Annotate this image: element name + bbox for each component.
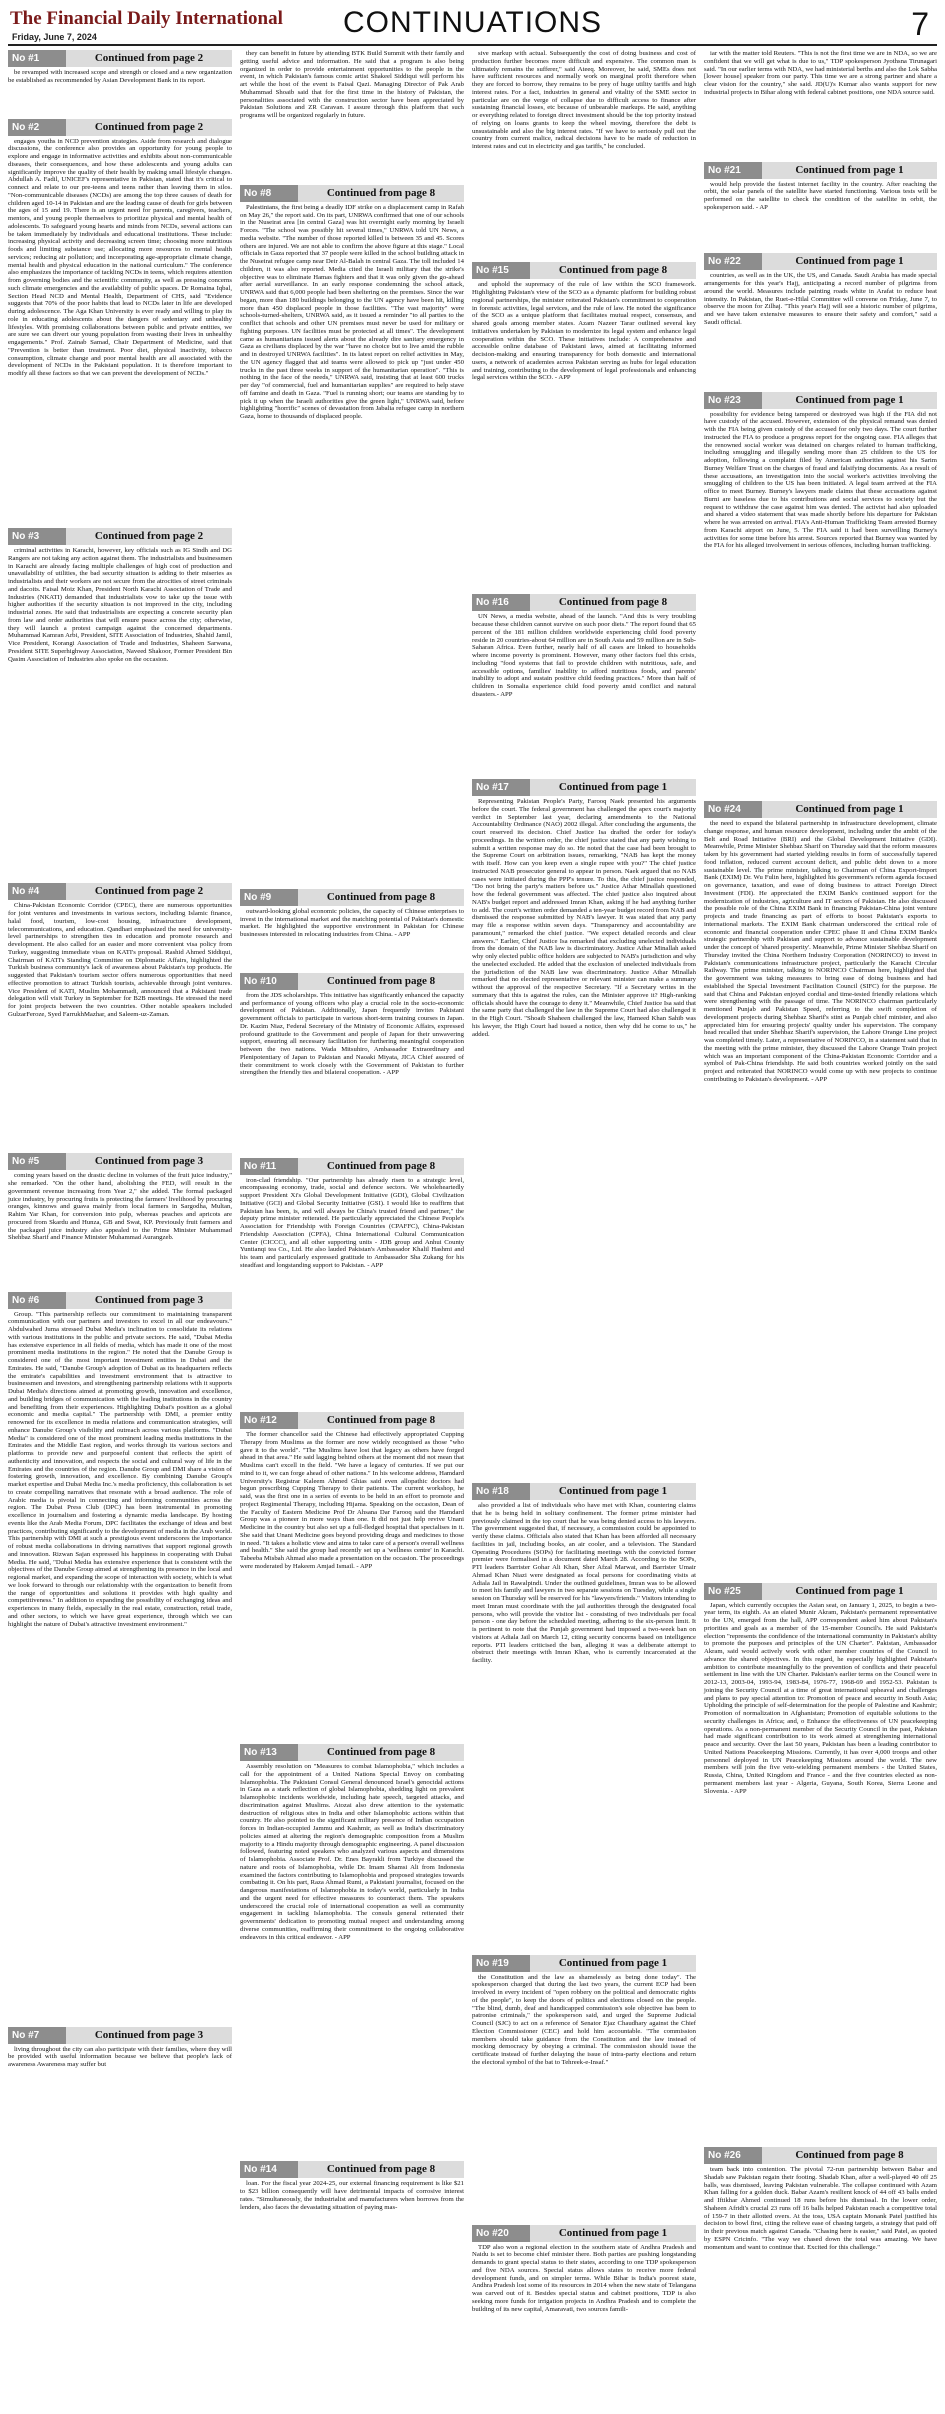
continued-label: Continued from page 3: [66, 1153, 232, 1170]
page-number: 7: [911, 6, 929, 43]
article-number: No #7: [8, 2027, 66, 2044]
column-4: [704, 50, 937, 1525]
article: [8, 528, 232, 880]
article-number: No #16: [472, 594, 530, 611]
continued-label: Continued from page 2: [66, 119, 232, 136]
article-header: [240, 185, 464, 202]
article-header: [704, 801, 937, 818]
article-body: TDP also won a regional election in the southern state of Andhra Pradesh and Naidu is set to become chief minister there. Both parties are pushing longstanding demands to grant special status to their states, according to one TDP spokesperson and five NDA sources. Special status allows states to receive more federal development funds, and on simpler terms. While Bihar is India's poorest state, Andhra Pradesh lost some of its resources in 2014 when the new state of Telangana was carved out of it. Besides special status and cabinet positions, TDP is also seeking more funds for irrigation projects in Andhra Pradesh and to complete the building of its new capital, Amaravati, two sources famili-: [472, 2244, 696, 2414]
continued-label: Continued from page 8: [298, 1744, 464, 1761]
article-header: [704, 1583, 937, 1600]
article-body: The former chancellor said the Chinese had effectively appropriated Cupping Therapy from Muslims as the former are now widely recognised as those "who gave it to the world". "The Muslims have lost that legacy as others have forged ahead in that area." He said lagging behind others at the moment did not mean that Muslims can't excell in the field. "We have a legacy of centuries. If we put our mind to it, we can forge ahead of other nations." In his welcome address, Hamdard University's Registrar Kaleem Ahmed Ghias said even allopathic doctors had begun prescribing Cupping Therapy to their patients. The current workshop, he said, was the first one in a series of events to be held in an effort to promote and project Regimental Therapy, including Hijama. Speaking on the occasion, Dean of the Faculty of Eastern Medicine Prof Dr Ahsana Dar Farooq said the Hamdard Group was a pioneer in more ways than one. It did not just help revive Unani Medicine in the country but also set up a full-fledged hospital that specialises in it. She said that Unani Medicine goes beyond providing drugs and medicines to those in need. "It takes a holistic view and aims to take care of a person's overall wellness and health." She said the group had recently set up a 'wellness centre' in Karachi. Tabeeba Misbah Ahmad also made a presentation on the occasion. The proceedings were moderated by Hakeem Amjad Ismail. - APP: [240, 1431, 464, 1741]
article-number: No #3: [8, 528, 66, 545]
article: [8, 119, 232, 526]
continued-label: Continued from page 1: [530, 1483, 696, 1500]
article-number: No #5: [8, 1153, 66, 1170]
article: [240, 1158, 464, 1410]
continued-label: Continued from page 1: [762, 162, 937, 179]
article-body: Assembly resolution on "Measures to combat Islamophobia," which includes a call for the appointment of a United Nations Special Envoy on combating Islamophobia. The Pakistani Consul General denounced Israel's genocidal actions in Gaza as a stark reflection of global Islamophobia, shedding light on prevalent Islamophobic incidents worldwide, including hate speech, targeted attacks, and discrimination against Muslims. Atozai also drew attention to the systematic destruction of religious sites in India and other Islamophobic actions within that country. He also pointed to the significant military presence of Indian occupation forces in Indian-occupied Jammu and Kashmir, as well as India's discriminatory policies aimed at altering the region's demographic composition from a Muslim majority to a Hindu majority through demographic engineering. A panel discussion followed, featuring noted speakers who analyzed various aspects and dimensions of Islamophobia. Associate Prof. Dr. Enes Bayrakli from Turkiye discussed the nature and roots of Islamophobia, while Dr. Imam Shamsi Ali from Indonesia examined the factors contributing to Islamophobia and proposed strategies towards combating it. On his part, Raza Ahmad Rumi, a Pakistani journalist, focused on the dangerous manifestations of Islamophobia in today's world, particularly in India and the urgent need for effective measures to counteract them. The speakers underscored the crucial role of international cooperation as well as community engagement in tackling Islamophobia. The consuls general reiterated their governments' dedication to promoting mutual respect and understanding among diverse communities, reaffirming their commitment to the ongoing collaborative endeavors in this critical endeavor. - APP: [240, 1763, 464, 2158]
article-body: team back into contention. The pivotal 72-run partnership between Babar and Shadab saw Pakistan regain their footing. Shadab Khan, after a well-played 40 off 25 balls, was dismissed, leaving Pakistan vulnerable. The collapse continued with Azam Khan falling for a golden duck. Babar Azam's resilient knock of 44 off 43 balls ended and Iftikhar Ahmed continued 18 runs before his dismissal. In the lower order, Shaheen Afridi's crucial 23 runs off 16 balls helped Pakistan reach a competitive total of 159-7 in their allotted overs. At the toss, USA captain Monank Patel justified his decision to bowl first, citing the relieve ease of chasing targets, a strategy that paid off in their previous match against Canada. "Chasing here is easier," said Patel, as quoted by ESPN Cricinfo. "The way we chased down the total was amazing. We have momentum and want to continue that. Excited for this challenge.": [704, 2166, 937, 2259]
article-body: loan. For the fiscal year 2024-25, our external financing requirement is like $21 to $23 billion consequently will have detrimental impacts of corrosive interest rates. "Simultaneously, the industrialist and manufacturers when borrows from the lenders, also faces the devastating situation of paying mas-: [240, 2180, 464, 2258]
article-header: [240, 889, 464, 906]
article-body: iron-clad friendship. "Our partnership has already risen to a strategic level, encompassing economy, trade, social and defence sectors. We wholeheartedly support President Xi's Global Development Initiative (GDI), Global Civilization Initiative (GCI) and Global Security Initiative (GSI). I would like to reaffirm that Pakistan has been, is, and will always be China's trusted friend and partner," the deputy prime minister reiterated. He particularly appreciated the Chinese People's Association for Friendship with Foreign Countries (CPAFFC), China-Pakistan Friendship Association (CPFA), China International Cultural Communication Center (CICCC), and all other supporting units - JDB group and Anhui County Yuntianqi tea Co., Ltd. He also lauded Pakistan's Ambassador Khalil Hashmi and his team and particularly expressed gratitude to Ambassador Sha Zukang for his steadfast and longstanding support to Pakistan. - APP: [240, 1177, 464, 1410]
article-header: [472, 1483, 696, 1500]
continued-label: Continued from page 8: [298, 1412, 464, 1429]
continued-label: Continued from page 8: [530, 262, 696, 279]
masthead: [8, 4, 937, 46]
article-header: [240, 1412, 464, 1429]
article-number: No #21: [704, 162, 762, 179]
article-number: No #10: [240, 973, 298, 990]
continued-label: Continued from page 1: [762, 801, 937, 818]
article: [8, 2027, 232, 2093]
article-header: [8, 50, 232, 67]
article: [240, 1744, 464, 2158]
article-body: coming years based on the drastic decline in volumes of the fruit juice industry," she remarked. "On the other hand, abolishing the FED, will result in the government revenue increasing from Year 2," she added. The formal packaged juice industry, by procuring fruits is protecting the farmers' livelihood by procuring oranges, kinnows and guava mainly from local farmers in Sargodha, Multan, Rahim Yar Khan, for conversion into pulp, whereas peaches and apricots are procured from Skardu and Hunza, GB and Swat, KP. Previously fruit farmers and the packaged juice industry also appealed to the Prime Minister Muhammad Shehbaz Sharif and Finance Minister Muhammad Aurangzeb.: [8, 1172, 232, 1288]
article-header: [240, 1158, 464, 1175]
article: [472, 2225, 696, 2414]
article-number: No #23: [704, 392, 762, 409]
article-number: No #25: [704, 1583, 762, 1600]
article-number: No #1: [8, 50, 66, 67]
article: [472, 1955, 696, 2222]
article: [240, 1412, 464, 1741]
continued-label: Continued from page 2: [66, 883, 232, 900]
article-header: [8, 119, 232, 136]
article-number: No #8: [240, 185, 298, 202]
article-header: [472, 1955, 696, 1972]
article-body: sive markup with actual. Subsequently the cost of doing business and cost of production further becomes more difficult and expensive. The common man is ultimately remains the sufferer," said Ateeq. Moreover, he said, SMEs does not have sufficient resources and normally work on marginal profit therefore when they are forced to borrow, they remains to be prey of huge utility tariffs and high interest rates. For a fact, industries in general and vitality of the SME sector in particular are on the verge of collapse due to difficult access to finance after sustaining financial losses, etc because of unbearable markups. He said, anything or everything related to foreign direct investment should be the top priority instead of relying on loans grants to keep the wheel moving, therefore the debt is unsustainable and also the big interest rates. "If we have to seriously pull out the country from current malice, radical decisions have to be made of reduction in interest rates and cut in electricity and gas tariffs," he concluded.: [472, 50, 696, 259]
article-header: [8, 528, 232, 545]
article-body: they can benefit in future by attending BTK Build Summit with their family and getting useful advice and information. He said that a program is also being organized in order to provide entertainment opportunities to the people in the event, in which Pakistan's famous comic artist Shakeel Siddiqui will perform his art while the host of the event is Faisal Qazi. Managing Director of Pak Arab Muhammad Shoaib said that for the first time in the history of Pakistan, the personalities associated with the construction sector have been appreciated by Pakistan Solutions and ZR Caravan. I assure through this platform that such programs will be organized regularly in future.: [240, 50, 464, 182]
article-body: iar with the matter told Reuters. "This is not the first time we are in NDA, so we are confident that we will get what is due to us," TDP spokesperson Jyothsna Tirunagari said. "In our earlier terms with NDA, we had ministerial berths and also the Lok Sabha [lower house] speaker from our party. This time we are a strong partner and share a clear vision for the country," she said. JD(U)'s Kumar also wants support for new industrial projects in Bihar along with federal cabinet positions, one NDA source said.: [704, 50, 937, 159]
article-number: No #22: [704, 253, 762, 270]
article-body: the need to expand the bilateral partnership in infrastructure development, climate change response, and human resource development, including under the ambit of the Belt and Road Initiative (BRI) and the Global Development Initiative (GDI). Meanwhile, Prime Minister Shehbaz Sharif on Thursday said that the reform measures taken by his government had started yielding results in form of successfully tapered food inflation, reduced current account deficit, and public debt down to a more sustainable level. The prime minister, talking to Chairman of China Export-Import Bank (EXIM) Dr. Wu Fulin here, highlighted his government's reform agenda focused on governance, taxation, and ease of doing business to attract Foreign Direct Investment (FDI). He appreciated the EXIM Bank's continued support for the modernization of industries, agriculture and IT sectors of Pakistan. He also discussed the possible role of the China EXIM Bank in financing Pakistan-China joint venture projects and trade financing as part of efforts to boost Pakistan's exports to international markets. The EXIM Bank chairman underscored the critical role of economic and financial cooperation under CPEC phase II and China EXIM Bank's strategic partnership with Pakistan and support to advance sustainable development under the concept of 'shared prosperity'. Meanwhile, Prime Minister Shehbaz Sharif on Thursday invited the China Northern Industry Corporation (NORINCO) to invest in Pakistan's communications infrastructure project, particularly the Karachi Circular Railway. The prime minister, talking to NORINCO Chairman here, highlighted that the government was taking measures to bring ease of doing business and had established the Special Investment Facilitation Council (SIFC) for the purpose. He said that China and Pakistan enjoyed cordial and time-tested friendly relations which were strengthening with the passage of time. The NORINCO chairman particularly mentioned Punjab and Pakistan Speed, referring to the swift completion of development projects during Shehbaz Sharif's stint as Punjab chief minister, and also appreciated him for ensuring projects' quality under his supervision. The company head recalled that under Shehbaz Sharif's supervision, the Lahore Orange Line project was completed timely. Later, a representative of NORINCO, in a statement said that in the meeting with the prime minister, they discussed the Lahore Orange Train project which was an important component of the China-Pakistan Economic Corridor and a symbol of Pak-China friendship. He said both countries worked jointly on the said project and reiterated that NORINCO would come up with new projects to continue contributing to Pakistan's development. - APP: [704, 820, 937, 1580]
article-number: No #19: [472, 1955, 530, 1972]
article-number: No #14: [240, 2161, 298, 2178]
article-number: No #17: [472, 779, 530, 796]
article-body: from the JDS scholarships. This initiative has significantly enhanced the capacity and performance of young officers who play a crucial role in the socio-economic development of Pakistan. Additionally, Japan frequently invites Pakistani government officials to participate in various short-term training courses in Japan. Dr. Kazim Niaz, Federal Secretary of the Ministry of Economic Affairs, expressed profound gratitude to the Government and people of Japan for their unwavering support, ensuring all necessary facilitation for furthering meaningful cooperation between the two nations. Wada Mitsuhiro, Ambassador Extraordinary and Plenipotentiary of Japan to Pakistan and Naoaki Miyata, JICA Chief assured of their commitment to work closely with the Government of Pakistan to further strengthen the friendly ties and bilateral cooperation. - APP: [240, 992, 464, 1155]
article-number: No #15: [472, 262, 530, 279]
article: [704, 2147, 937, 2259]
article-number: No #11: [240, 1158, 298, 1175]
article: [704, 392, 937, 799]
article-body: outward-looking global economic policies, the capacity of Chinese enterprises to invest in the international market and the matching potential of Pakistan's domestic market. He highlighted the supportive environment in Pakistan for Chinese businesses interested in relocating industries from China. - APP: [240, 908, 464, 970]
article-number: No #9: [240, 889, 298, 906]
article: [240, 2161, 464, 2258]
article-body: Palestinians, the first being a deadly IDF strike on a displacement camp in Rafah on May 26," the report said. On its part, UNRWA confirmed that one of our schools in the Nuseirat area [in central Gaza] was hit overnight early morning by Israeli Forces. "The school was possibly hit several times," UNRWA told UN News, a media website. "The number of those reported killed is between 35 and 45. Scores others are injured. We are not able to confirm the above figure at this stage." Local officials in Gaza reported that 37 people were killed in the school building attack in the Nuseirat refugee camp near Deir Al-Balah in central Gaza. The toll included 14 children, it was also reported. Media cited the Israeli military that the strike's objective was to eliminate Hamas fighters and that it was only given the go-ahead after aerial surveillance. In an early response condemning the school attack, UNRWA said that 6,000 people had been sheltering on the premises. Since the war began, more than 180 buildings belonging to the UN agency have been hit, killing more than 450 displaced people in those facilities. "The vast majority" were schools-turned-shelters, UNRWA said, as it issued a reminder "to all parties to the conflict that schools and other UN premises must never be used for military or fighting purposes. UN facilities must be protected at all times". The development came as humanitarians issued alerts about the already dire sanitary emergency in Gaza as civilians displaced by the war "have no choice but to live amid the rubble and in destroyed UNRWA facilities". In its latest report on relief activities in May, the UN agency flagged that aid teams were allowed to pick up "just under 450 trucks in the past three weeks in support of the humanitarian operation". "This is nothing in the face of the needs," UNRWA said, insisting that at least 600 trucks per day "of commercial, fuel and humanitarian supplies" are required to help stave off famine and death in Gaza. "Fuel is running short; our teams are standing by to pick it up when the Israeli authorities give the green light," UNRWA said, before highlighting "horrific" scenes of devastation from Jabalia refugee camp in northern Gaza, home to thousands of displaced people.: [240, 204, 464, 886]
article-header: [472, 262, 696, 279]
article-header: [472, 2225, 696, 2242]
continued-label: Continued from page 1: [530, 779, 696, 796]
continued-label: Continued from page 8: [530, 594, 696, 611]
article-body: UN News, a media website, ahead of the launch. "And this is very troubling because these children cannot survive on such poor diets." The report found that 65 percent of the 181 million children worldwide experiencing child food poverty reside in 20 countries-about 64 million are in South Asia and 59 million are in Sub-Saharan Africa. Even further, nearly half of all cases are linked to households where income poverty is prominent. However, many other factors fuel this crisis, including "food systems that fail to provide children with nutritious, safe, and accessible options, families' inability to afford nutritious foods, and parents' inability to adopt and sustain positive child feeding practices." More than half of children in Somalia experience child food poverty amid conflict and natural disasters.- APP: [472, 613, 696, 776]
article-body: living throughout the city can also participate with their families, where they will be provided with useful information because we believe that people's lack of awareness Awareness may suffer but: [8, 2046, 232, 2093]
continued-label: Continued from page 1: [762, 253, 937, 270]
article-number: No #2: [8, 119, 66, 136]
continued-label: Continued from page 8: [298, 1158, 464, 1175]
article-body: criminal activities in Karachi, however, key officials such as IG Sindh and DG Rangers are not taking any action against them. The industrialists and businessmen in Karachi are already facing multiple challenges of high cost of production and unavailability of utilities, the bad security situation is adding to their miseries as industrialists and their workers are not secure from the atrocities of street criminals and dacoits. Faisal Moiz Khan, President North Karachi Association of Trade and Industries (NKATI) demanded that industrialists vow to take up the issue with higher authorities if the security situation is not improved in the city, including industrial zones. He said that industrialists are expecting a concrete security plan from law and order authorities that will ensure peace across the city; otherwise, they will launch a protest campaign against the concerned departments. Muhammad Kamran Arbi, President, SITE Association of Industries, Shahid Jamil, Vice President, Korangi Association of Trade and Industries, Shaheen Sarwana, President SITE Superhighway Association, Naveed Shakoor, Former President Bin Qasim Association of Industries also spoke on the occasion.: [8, 547, 232, 880]
article: [472, 1483, 696, 1952]
continued-label: Continued from page 2: [66, 50, 232, 67]
continued-label: Continued from page 8: [298, 2161, 464, 2178]
article-number: No #12: [240, 1412, 298, 1429]
article: [240, 889, 464, 970]
article-body: Japan, which currently occupies the Asian seat, on January 1, 2025, to begin a two-year term, its eighth. As an elated Munir Akram, Pakistan's permanent representative to the UN, emerged from the hall, APP correspondent asked him about Pakistan's priorities and goals as a member of the 15-member Council's. He said Pakistan's election "represents the confidence of the international community in Pakistan's ability to promote the purposes and principles of the UN Charter". Pakistan, Ambassador Akram, said would actively work with other member countries of the Council to advance the shared objectives. In this regard, he especially highlighted Pakistan's ambition to contribute meaningfully to the prevention of conflicts and their peaceful settlement in line with the UN Charter. Pakistan's earlier terms on the Council were in 2012-13, 2003-04, 1993-94, 1983-84, 1976-77, 1968-69 and 1952-53. Pakistan is joining the Security Council at a time of great international upheaval and challenges and plans to pay special attention to: Promotion of peace and security in South Asia; Upholding the principle of self-determination for the people of Palestine and Kashmir; Promotion of normalization in Afghanistan; Promotion of equitable solutions to the security challenges in Africa; and, o Enhance the effectiveness of UN peacekeeping operations. As a non-permanent member of the Security Council in the past, Pakistan had made significant contribution to its work aimed at strengthening international peace and security. Over the last 50 years, Pakistan has been a leading contributor to United Nations Peacekeeping Missions. Currently, it has over 4,000 troops and other personnel deployed in UN Peacekeeping Missions around the world. The new members will join the five veto-wielding permanent members - the United States, Russia, China, United Kingdom and France - and the five countries elected as non-permanent members last year - Algeria, Guyana, South Korea, Sierra Leone and Slovenia. - APP: [704, 1602, 937, 2145]
article-body: also provided a list of individuals who have met with Khan, countering claims that he is being held in solitary confinement. The former prime minister had previously claimed in the top court that he was being denied access to his lawyers. The government suggested that, if necessary, a commission could be appointed to verify these claims. Officials also stated that Khan has been afforded all necessary facilities in jail, including books, an air cooler, and a television. The Standard Operating Procedures (SOPs) for facilitating meetings with the convicted former premier were formalised in a document dated March 28. According to the SOPs, PTI leaders Barrister Gohar Ali Khan, Sher Afzal Marwat, and Barrister Umair Ahmad Khan Niazi were designated as focal persons for coordinating visits at Adiala Jail in Rawalpindi. Under the outlined guidelines, Imran was to be allowed to meet his family and lawyers in two separate sessions on Tuesday, while a single session on Thursday will be reserved for his "lawyers/friends." Visitors intending to meet Imran must coordinate with the jail authorities through the designated focal persons, who will provide the visitor list - consisting of two individuals per focal person - one day before the scheduled meeting, adhering to the six-person limit. It is pertinent to note that the Punjab government had imposed a two-week ban on visitors at Adiala Jail on March 12, citing security concerns based on intelligence reports. PTI leaders criticised the ban, alleging it was a deliberate attempt to obstruct their meetings with Imran Khan, who is currently incarcerated at the facility.: [472, 1502, 696, 1952]
article: [704, 253, 937, 388]
article: [472, 50, 696, 259]
article-header: [8, 883, 232, 900]
article-body: would help provide the fastest internet facility in the country. After reaching the orbit, the solar panels of the satellite have started functioning. Various tests will be performed on the satellite to check the condition of the satellite in orbit, the spokesperson said. - AP: [704, 181, 937, 251]
column-3: [472, 50, 696, 1525]
article-body: and uphold the supremacy of the rule of law within the SCO framework. Highlighting Pakistan's view of the SCO as a dynamic platform for building robust regional partnerships, the minister reiterated Pakistan's commitment to cooperation in forensic activities, legal services, and the rule of law. He noted the significance of the SCO as a unique platform that facilitates mutual respect, consensus, and shared goals among member states. Azam Nazeer Tarar outlined several key initiatives undertaken by Pakistan to modernize its legal system and enhance legal cooperation within the SCO. These initiatives include: A comprehensive and accessible online database of Pakistani laws, aimed at facilitating informed decision-making and ensuring transparency for both domestic and international users, a network of academies across Pakistan serving as hubs for legal education and training, contributing to the development of legal professionals and enhancing legal services within the SCO. - APP: [472, 281, 696, 591]
article: [472, 594, 696, 776]
article-header: [704, 2147, 937, 2164]
article: [240, 973, 464, 1155]
article-number: No #24: [704, 801, 762, 818]
article: [704, 801, 937, 1580]
article-body: the Constitution and the law as shamelessly as being done today". The spokesperson charged that during the last two years, the current ECP had been involved in every incident of "open robbery on the political and democratic rights of the people", to keep the doors of politics and elections closed on the people. "The blind, dumb, deaf and handicapped commission's sole objective has been to patronise criminals," the spokesperson said, and urged the Supreme Judicial Council (SJC) to act on a reference of Senator Ejaz Chaudhary against the Chief Election Commissioner (CEC) and hold him accountable. "The commission members should take guidance from the Constitution and the law instead of mocking democracy by obeying a criminal. The commission should issue the certificate instead of further delaying the issue of intra-party elections and return the electoral symbol of the bat to Tehreek-e-Insaf.": [472, 1974, 696, 2222]
article-header: [8, 1292, 232, 1309]
article-header: [704, 392, 937, 409]
article-body: countries, as well as in the UK, the US, and Canada. Saudi Arabia has made special arrangements for this year's Hajj, anticipating a record number of pilgrims from around the world. Measures include painting roads white in Arafat to reduce heat intensity. In Pakistan, the Ruet-e-Hilal Committee will convene on Friday, June 7, to observe the moon for Zilhaj. "This year's Hajj will see a historic number of pilgrims, and we have taken extensive measures to ensure their safety and comfort," said a Saudi official.: [704, 272, 937, 388]
article-header: [472, 594, 696, 611]
article: [704, 50, 937, 159]
article: [472, 779, 696, 1480]
article: [704, 162, 937, 251]
article-header: [240, 1744, 464, 1761]
continued-label: Continued from page 1: [530, 2225, 696, 2242]
article-number: No #4: [8, 883, 66, 900]
article-number: No #13: [240, 1744, 298, 1761]
article: [8, 1292, 232, 2024]
article-body: Group. "This partnership reflects our commitment to maintaining transparent communication with our partners and investors to excel in all our endeavours." Abdulwahed Juma stressed Dubai Media's inclination to consolidate its relations with various institutions in the public and private sectors. He said, "Dubai Media has extensive experience in all fields of media, which has made it one of the most prominent media institutions in the region." He noted that the Danube Group is considered one of the most important investment entities in Dubai and the Emirates. He said, "Danube Group's adoption of Dubai as its headquarters reflects the emirate's capabilities and investment environment that is attractive to businessmen and investors, and strengthening partnership relations with it supports Dubai Media's directions aimed at promoting growth, innovation and excellence, and building bridges of communication with the leading institutions in the country and benefiting from their experiences. Highlighting Dubai's position as a global economic and media capital." The partnership with DMI, a premier entity renowned for its excellence in media relations and communication strategies, will enhance Danube Group's visibility and outreach across various platforms. "Dubai Media" is considered one of the most prominent leading media institutions in the Emirates and the Middle East region, and works through its various sectors and platforms to provide new and purposeful content that reflects the spirit of authenticity and innovation, and respects the social and cultural way of life in the Emirates and the countries of the region. Danube Group and DMI share a vision of fostering growth, innovation, and excellence. By combining Danube Group's market expertise and Dubai Media Inc.'s media proficiency, this collaboration is set to create compelling narratives that resonate with a broad audience. The role of Arabic media is pivotal in connecting and informing communities across the region. The Dubai Press Club (DPC) has been instrumental in promoting excellence in journalism and fostering a dynamic media landscape. By hosting events like the Arab Media Forum, DPC facilitates the exchange of ideas and best practices, contributing significantly to the development of media in the Arab world. This partnership with DMI at such a prestigious event underscores the importance of robust media collaborations in driving narratives that support regional growth and innovation. Rizwan Sajan expressed his happiness in cooperating with Dubai Media. He said, "Dubai Media has extensive experience that is consistent with the objectives of the Danube Group aimed at strengthening its presence in the local and regional market, and expanding the scope of interaction with society, which is what we look forward to through our relationship with the organization to benefit from the range of opportunities and solutions it provides with high quality and competitiveness." In addition to expanding the possibility of exchanging ideas and experiences in many fields, especially in the real estate, construction, retail trade, and other sectors, to which we have great experience, through which we can highlight the nature of Dubai's attractive investment environment.": [8, 1311, 232, 2024]
article-header: [704, 253, 937, 270]
article-number: No #6: [8, 1292, 66, 1309]
article-header: [8, 1153, 232, 1170]
article-header: [704, 162, 937, 179]
article: [8, 1153, 232, 1288]
continued-label: Continued from page 2: [66, 528, 232, 545]
continued-label: Continued from page 1: [762, 392, 937, 409]
continued-label: Continued from page 8: [298, 973, 464, 990]
article-body: China-Pakistan Economic Corridor (CPEC), there are numerous opportunities for joint ventures and investments in various sectors, including Islamic finance, halal food, tourism, low-cost housing, infrastructure development, telecommunications, and education. Qandhari emphasized the need for university-level partnerships to strengthen ties in education and promote research and development. He also called for an easier and more convenient visa policy from Turkey, suggesting immediate visas on KATI's proposal. Rashid Ahmed Siddiqui, Chairman of KATI's Standing Committee on Diplomatic Affairs, highlighted the Turkish business community's lack of awareness about Pakistan's top products. He suggested that Pakistan's tourism sector offers numerous opportunities that need effective promotion to attract Turkish tourists, achievable through joint ventures. Vice President of KATI, Muslim Mohammadi, announced that a Pakistani trade delegation will visit Turkey in September for B2B meetings. He stressed the need for joint projects between the two countries. Other notable speakers included GulzarFeroze, Syed FarrukhMazhar, and Saleem-uz-Zaman.: [8, 902, 232, 1150]
continued-label: Continued from page 1: [762, 1583, 937, 1600]
article: [8, 883, 232, 1150]
article: [8, 50, 232, 116]
article: [240, 185, 464, 886]
issue-date: Friday, June 7, 2024: [12, 32, 97, 42]
paper-name: The Financial Daily International: [10, 8, 283, 30]
continued-label: Continued from page 8: [298, 889, 464, 906]
article-number: No #20: [472, 2225, 530, 2242]
article-body: engages youths in NCD prevention strategies. Aside from research and dialogue discussions, the conference also provides an opportunity for young people to explore and engage in informative activities and exhibits about non-communicable diseases, their consequences, and how these adolescents and young adults can significantly improve the quality of their health by making small lifestyle changes. Abdullah A. Fadil, UNICEF's representative in Pakistan, stated that it's critical to connect and relate to our pre-teens and teens rather than leaving them in silos. "Non-communicable diseases (NCDs) are among the top three causes of death for children aged 10-14 in Pakistan and are the leading cause of death for girls between the ages of 15 and 19. There is an urgent need for parents, caregivers, teachers, mentors, and young people themselves to prioritize physical and mental health of adolescents. To safeguard young hearts and minds from NCDs, several actions can be taken immediately by individuals and educational institutions. These include: increasing physical activity and decreasing screen time; choosing more nutritious foods and limiting substance use; allocating more resources to mental health services; reducing air pollution; and incorporating age-appropriate climate change, mental health and physical education in the national curriculum." The conference also emphasizes the importance of tackling NCDs in teens, which requires attention from governing bodies and the scientific community, as well as pressing concerns such climate emergencies and the availability of public spaces. Dr Romaina Iqbal, Section Head NCD and Mental Health, Department of CHS, said "Evidence suggests that 70% of the poor habits that lead to NCDs later in life are developed during adolescence. The Aga Khan University is ever ready and willing to play its role in educating adolescents about the dangers of sedentary and unhealthy lifestyles. With promising collaborations between public and private entities, we are sure we can divert our young population from wasting their lives in unhealthy engagements." Prof. Zainab Samad, Chair Department of Medicine, said that "Prevention is better than treatment. Poor diet, physical inactivity, tobacco consumption, climate change and poor mental health are all associated with the development of NCDs in the Pakistani population. It is therefore important to modify all these factors so that we can prevent the development of NCDs.": [8, 138, 232, 526]
article-header: [240, 2161, 464, 2178]
article-number: No #26: [704, 2147, 762, 2164]
article-number: No #18: [472, 1483, 530, 1500]
article-header: [472, 779, 696, 796]
article-body: possibility for evidence being tampered or destroyed was high if the FIA did not have custody of the accused. However, extension of the physical remand was denied with the FIA being given custody of the accused for only two days. The court further instructed the FIA to produce a progress report for the ongoing case. FIA alleges that the renowned social worker was detained on charges related to human trafficking, including smuggling and illegally sending more than 25 children to the US for adoption, following a complaint filed by American authorities against his Sarim Burney Welfare Trust on the charges of fraud and falsifying documents. As a result of these accusations, an investigation into the social worker's activities involving the smuggling of children to the US has been initiated. A legal team arrived at the FIA office to meet Burney. Burney's lawyers made claims that these accusations against Burni are baseless due to his contributions and social services to society but the request to withdraw the case against him was denied. The activist had also uploaded and shared a video statement that was made shortly before his departure for Pakistan where he was arrested on arrival. FIA's Anti-Human Trafficking Team arrested Burney from Karachi airport on June, 5. The FIA said it had been surveilling Burney's activities for some time before his arrest. Sources reported that Burney was wanted by the FIA for his alleged involvement in serious offences, including human trafficking.: [704, 411, 937, 799]
article: [704, 1583, 937, 2145]
article: [240, 50, 464, 182]
article-header: [240, 973, 464, 990]
article-header: [8, 2027, 232, 2044]
continued-label: Continued from page 3: [66, 1292, 232, 1309]
column-2: [240, 50, 464, 1525]
continued-label: Continued from page 3: [66, 2027, 232, 2044]
article: [472, 262, 696, 591]
article-body: Representing Pakistan People's Party, Farooq Naek presented his arguments before the court. The federal government has challenged the apex court's majority verdict in September last year, declaring amendments to the National Accountability Ordinance (NAO) 2002 illegal. After concluding the arguments, the court reserved its decision. Chief Justice Isa drafted the order for today's proceedings. In the written order, the chief justice stated that any party wishing to submit a written response may do so. He noted that the case had been brought to the Supreme Court on arbitration issues, remarking, "NAB has kept the money with itself. How can you keep even a single rupee with you?" The chief justice instructed NAB prosecutor general to appear in person. Naek argued that no NAB cases were initiated during the PPP's tenure. To this, the chief justice responded, "Do not bring the party's matters before us." Justice Athar Minallah questioned how the federal government was affected. The chief justice also inquired about NAB's budget report and addressed Imran Khan, asking if he had anything further to add. The court's written order demanded a ten-year budget record from NAB and dismissed the response submitted by NAB's lawyer. It was stated that any party may file a response within seven days. "Transparency and accountability are paramount," remarked the chief justice. "We expect detailed records and clear answers." Earlier, Chief Justice Isa remarked that excluding unelected individuals from the domain of the NAB law is discriminatory. Justice Athar Minallah asked why only elected public office holders are subjected to NAB's jurisdiction and why the unelected excluded. He added that the exclusion of unelected individuals from the jurisdiction of the NAB law was discriminatory. Justice Athar Minallah remarked that no elected representative or relevant minister can make a summary without the approval of the respective Secretary. "If a Secretary writes in the summary that this is against the rules, can the Minister approve it? High-ranking officials should have the courage to deny it." Meanwhile, Chief Justice Isa said that the same party that challenged the law in the Supreme Court had also challenged it in the High Court. "Shoaib Shaheen challenged the law, Hameed Khan Sahib was his lawyer, the High Court had issued a notice, then why did he come to us," he added.: [472, 798, 696, 1480]
continued-label: Continued from page 8: [298, 185, 464, 202]
continued-label: Continued from page 8: [762, 2147, 937, 2164]
continued-label: Continued from page 1: [530, 1955, 696, 1972]
column-1: [8, 50, 232, 1525]
article-body: be revamped with increased scope and strength or closed and a new organization be established as recommended by Asian Development Bank in its report.: [8, 69, 232, 116]
section-title: CONTINUATIONS: [8, 6, 937, 40]
